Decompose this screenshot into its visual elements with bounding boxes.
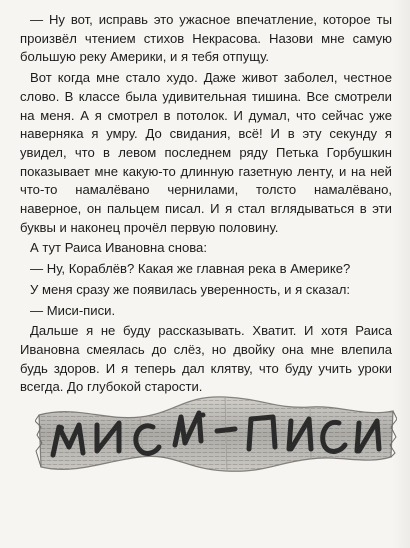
paragraph-5: У меня сразу же появилась уверенность, и я сказал: [30, 281, 351, 297]
paragraph-3: А тут Раиса Ивановна снова: [30, 240, 207, 256]
scan-edge-shadow [392, 0, 410, 548]
paragraph-7: Дальше я не буду рассказывать. Хватит. И хотя Раиса Ивановна смеялась до слёз, но двойку она мне влепила будь здоров. И я теперь дал клятву, что буду учить уроки всегда. До глубокой старости. [20, 323, 392, 395]
paragraph-6: — Миси-писи. [30, 302, 116, 318]
story-text [20, 11, 392, 397]
paragraph-1: — Ну вот, исправь это ужасное впечатление, которое ты произвёл чтением стихов Некрасова. Назови мне самую большую реку Америки, и я тебя отпущу. [20, 12, 392, 65]
paragraph-2: Вот когда мне стало худо. Даже живот заболел, честное слово. В классе была удивительная тишина. Все смотрели на меня. А я смотрел в потолок. И думал, что сейчас уже наверняка я умру. До свидания, всё! И в эту секунду я увидел, что в левом последнем ряду Петька Горбушкин показывает мне какую-то длинную газетную ленту, и на ней что-то намалёвано чернилами, толсто намалёвано, наверное, он пальцем писал. И я стал вглядываться в эти буквы и наконец прочёл первую половину. [20, 70, 392, 235]
newspaper-strip-illustration [35, 387, 397, 482]
paragraph-4: — Ну, Кораблёв? Какая же главная река в Америке? [30, 261, 351, 277]
